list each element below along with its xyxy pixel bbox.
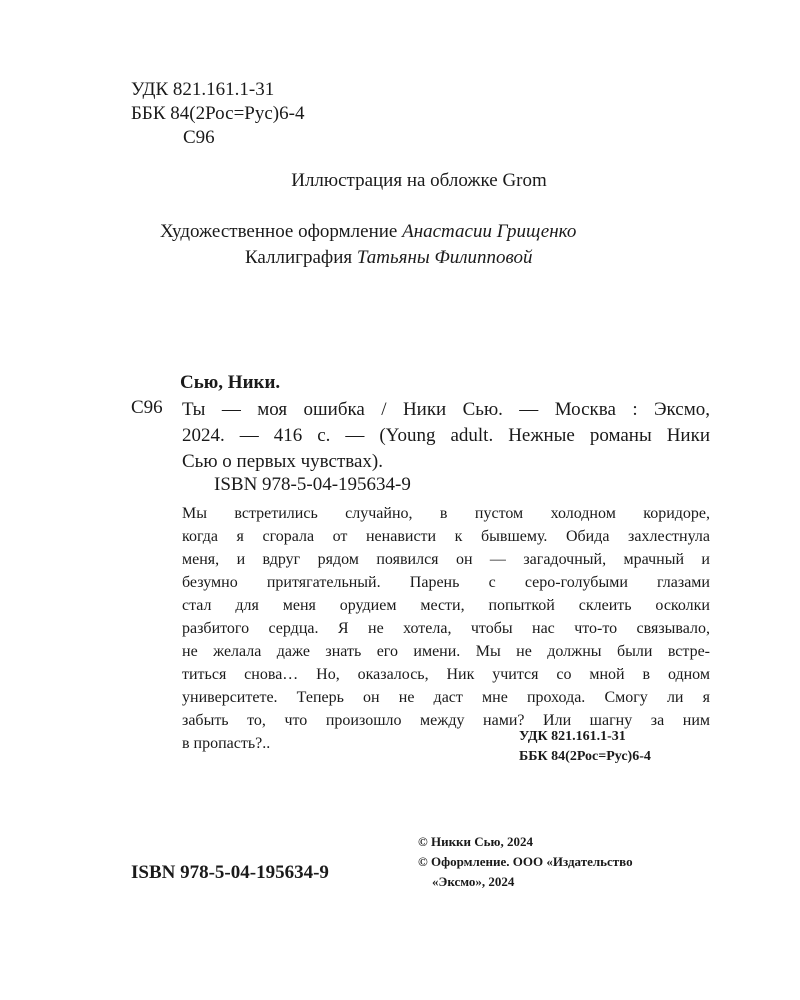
annotation-line: когда я сгорала от ненависти к бывшему. Обида захлестнула: [182, 528, 710, 545]
copyright-line: © Оформление. ООО «Издательство: [418, 854, 633, 869]
annotation-line: титься снова… Но, оказалось, Ник учится со мной в одном: [182, 666, 710, 683]
annotation-line: стал для меня орудием мести, попыткой склеить осколки: [182, 597, 710, 614]
annotation-line: университете. Теперь он не даст мне прохода. Смогу ли я: [182, 689, 710, 706]
annotation-line: не желала даже знать его имени. Мы не должны были встре-: [182, 643, 710, 660]
copyright-line: «Эксмо», 2024: [432, 874, 515, 889]
copyright-block: [418, 832, 633, 892]
isbn-bottom: ISBN 978-5-04-195634-9: [131, 862, 329, 883]
biblio-line: Ты — моя ошибка / Ники Сью. — Москва : Эксмо,: [182, 399, 710, 420]
copyright-line: © Никки Сью, 2024: [418, 834, 533, 849]
biblio-line: Сью о первых чувствах).: [182, 451, 384, 472]
author-mark: С96: [183, 127, 215, 148]
art-design-credit: [160, 219, 576, 245]
annotation-line: меня, и вдруг рядом появился он — загадочный, мрачный и: [182, 551, 710, 568]
annotation: [182, 502, 710, 755]
bbk-code: ББК 84(2Рос=Рус)6-4: [131, 103, 305, 124]
art-design-name: Анастасии Грищенко: [402, 221, 577, 242]
author-heading: Сью, Ники.: [180, 372, 281, 393]
art-design-label: Художественное оформление: [160, 221, 398, 242]
calligraphy-credit: [160, 245, 576, 271]
calligraphy-label: Каллиграфия: [245, 247, 353, 268]
right-classification-codes: [519, 727, 651, 767]
bbk-code-bold: ББК 84(2Рос=Рус)6-4: [519, 749, 651, 764]
udk-code: УДК 821.161.1-31: [131, 79, 275, 100]
calligraphy-name: Татьяны Филипповой: [356, 247, 533, 268]
design-credits: [160, 219, 576, 271]
udk-code-bold: УДК 821.161.1-31: [519, 729, 626, 744]
biblio-author-mark: С96: [131, 397, 163, 418]
annotation-line: в пропасть?..: [182, 735, 271, 752]
annotation-line: Мы встретились случайно, в пустом холодном коридоре,: [182, 505, 710, 522]
isbn-line: ISBN 978-5-04-195634-9: [214, 474, 411, 495]
illustration-credit: Иллюстрация на обложке Grom: [291, 170, 547, 191]
biblio-line: 2024. — 416 с. — (Young adult. Нежные романы Ники: [182, 425, 710, 446]
annotation-line: разбитого сердца. Я не хотела, чтобы нас что-то связывало,: [182, 620, 710, 637]
bibliographic-description: [182, 397, 710, 475]
top-classification-codes: [131, 78, 304, 150]
annotation-line: забыть то, что произошло между нами? Или шагну за ним: [182, 712, 710, 729]
annotation-line: безумно притягательный. Парень с серо-голубыми глазами: [182, 574, 710, 591]
